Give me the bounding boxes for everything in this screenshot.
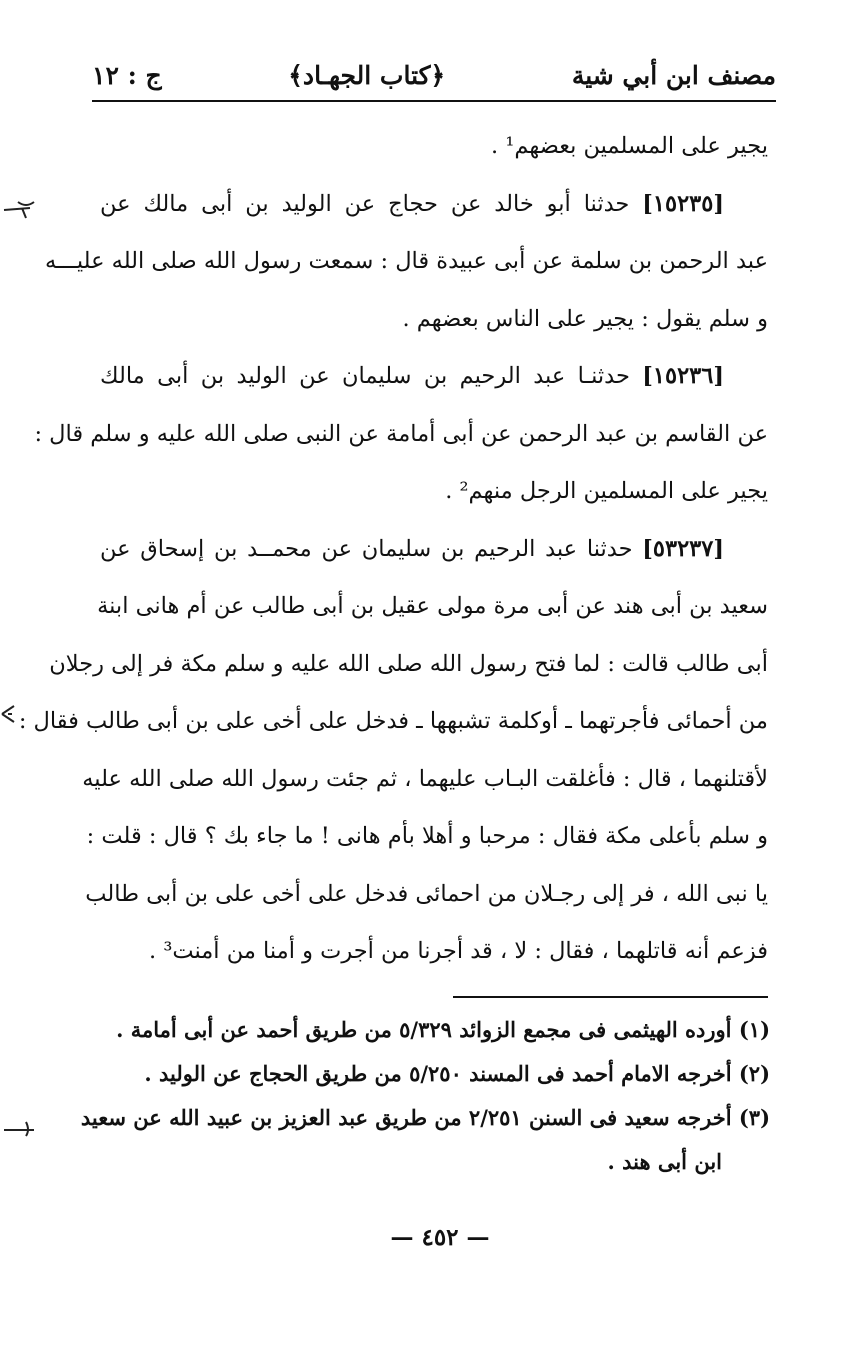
text-line xyxy=(100,521,768,579)
hadith-15236 xyxy=(34,348,768,521)
text-line: سعيد بن أبى هند عن أبى مرة مولى عقيل بن أبى طالب عن أم هانى ابنة xyxy=(97,593,768,619)
hadith-text: حدثنا أبو خالد عن حجاج عن الوليد بن أبى مالك عن xyxy=(100,190,630,217)
footnotes xyxy=(80,1008,770,1184)
running-header xyxy=(92,52,776,98)
footnote-3-continuation: ابن أبى هند . xyxy=(607,1149,722,1174)
text-line: فزعم أنه قاتلهما ، فقال : لا ، قد أجرنا من أجرت و أمنا من أمنت³ . xyxy=(149,938,768,964)
footnote-2: (٢) أخرجه الامام أحمد فى المسند ٥/٢٥٠ من طريق الحجاج عن الوليد . xyxy=(144,1061,770,1086)
margin-mark-icon xyxy=(0,1114,40,1144)
hadith-53237 xyxy=(18,521,768,981)
main-text xyxy=(18,118,768,981)
header-divider xyxy=(92,100,776,102)
hadith-number: [١٥٢٣٦] xyxy=(642,363,725,389)
margin-mark-icon xyxy=(0,700,40,730)
footnote-1: (١) أورده الهيثمى فى مجمع الزوائد ٥/٣٢٩ من طريق أحمد عن أبى أمامة . xyxy=(116,1017,770,1042)
hadith-text: حدثنـا عبد الرحيم بن سليمان عن الوليد بن أبى مالك xyxy=(100,363,630,389)
hadith-15235 xyxy=(45,176,768,349)
text-line: عن القاسم بن عبد الرحمن عن أبى أمامة عن النبى صلى الله عليه و سلم قال : xyxy=(34,420,768,447)
paragraph-continuation xyxy=(100,118,768,176)
text-line: عبد الرحمن بن سلمة عن أبى عبيدة قال : سمعت رسول الله صلى الله عليـــه xyxy=(45,248,768,274)
text-line xyxy=(100,176,768,234)
text-line: لأقتلنهما ، قال : فأغلقت البـاب عليهما ، ثم جئت رسول الله صلى الله عليه xyxy=(82,765,768,792)
hadith-number: [٥٣٢٣٧] xyxy=(642,535,724,562)
margin-mark-icon xyxy=(0,196,40,226)
footnote-3: (٣) أخرجه سعيد فى السنن ٢/٢٥١ من طريق عبد العزيز بن عبيد الله عن سعيد xyxy=(80,1105,770,1130)
chapter-title: ﴿كتاب الجهـاد﴾ xyxy=(288,60,446,90)
hadith-number: [١٥٢٣٥] xyxy=(642,190,724,217)
book-title: مصنف ابن أبي شية xyxy=(571,60,776,90)
hadith-text: حدثنا عبد الرحيم بن سليمان عن محمــد بن إسحاق عن xyxy=(100,535,633,562)
text-line: من أحمائى فأجرتهما ـ أوكلمة تشبهها ـ فدخل على أخى على بن أبى طالب فقال : xyxy=(18,708,768,734)
text-line: يجير على المسلمين الرجل منهم² . xyxy=(445,478,768,504)
text-line xyxy=(100,348,768,406)
text-line: أبى طالب قالت : لما فتح رسول الله صلى الله عليه و سلم مكة فر إلى رجلان xyxy=(49,650,768,677)
text-line: و سلم يقول : يجير على الناس بعضهم . xyxy=(402,305,768,332)
page-number: — ٤٥٢ — xyxy=(390,1224,490,1251)
text-line: يجير على المسلمين بعضهم¹ . xyxy=(491,133,768,159)
text-line: يا نبى الله ، فر إلى رجـلان من احمائى فدخل على أخى على بن أبى طالب xyxy=(85,880,768,907)
footnote-divider xyxy=(453,996,768,998)
text-line: و سلم بأعلى مكة فقال : مرحبا و أهلا بأم هانى ! ما جاء بك ؟ قال : قلت : xyxy=(86,823,768,849)
volume-number: ج : ١٢ xyxy=(92,60,162,90)
